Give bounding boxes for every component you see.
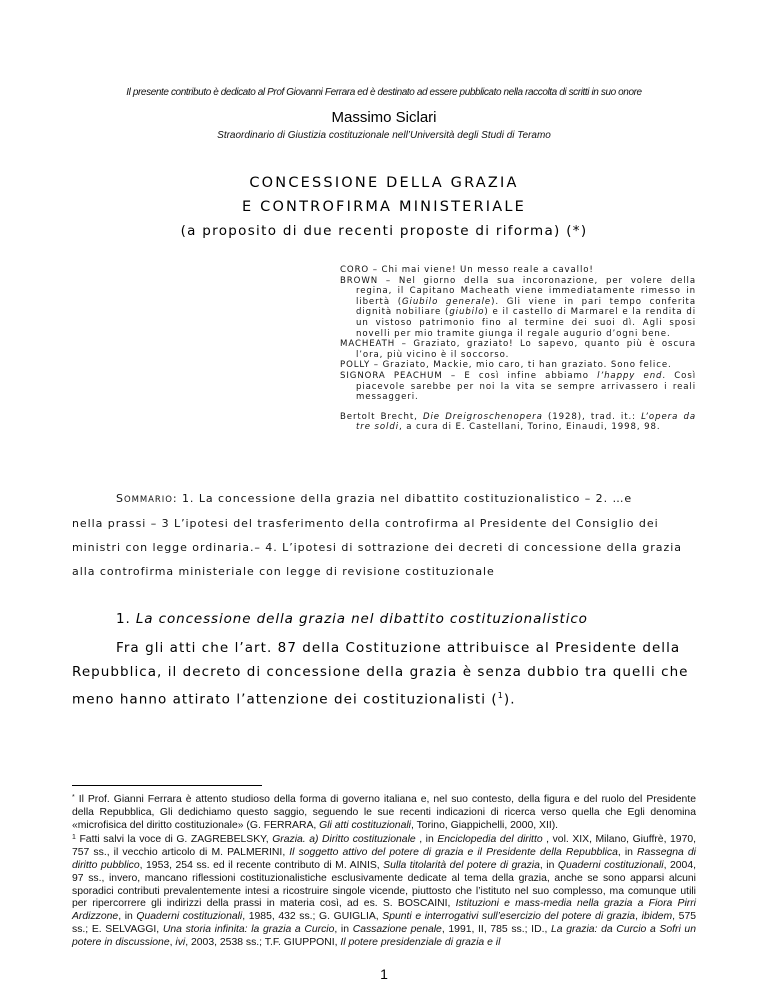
footnotes bbox=[72, 792, 696, 950]
summary-label: SOMMARIO bbox=[116, 492, 173, 505]
footnote-ref-1[interactable]: 1 bbox=[497, 691, 504, 700]
section-heading-1: 1. La concessione della grazia nel dibattito costituzionalistico bbox=[116, 611, 588, 627]
body-paragraph: Fra gli atti che l’art. 87 della Costituzione attribuisce al Presidente della Repubblica, il decreto di concessione della grazia è senza dubbio tra quelli che meno hanno attirato l’attenzione dei costituzionalisti ($^1$). bbox=[72, 640, 689, 708]
table-of-contents-summary: SOMMARIO: 1. La concessione della grazia nel dibattito costituzionalistico – 2. …e nella prassi – 3 L’ipotesi del trasferimento della controfirma al Presidente del Consiglio dei ministri con legge ordinaria.– 4. L’ipotesi di sottrazione dei decreti di concessione della grazia alla controfirma ministeriale con legge di revisione costituzionale bbox=[72, 492, 682, 578]
epigraph bbox=[340, 265, 696, 433]
epigraph-line-brown: BROWN – Nel giorno della sua incoronazione, per volere della regina, il Capitano Macheath viene immediatamente rimesso in libertà (Giubilo generale). Gli viene in pari tempo conferita dignità nobiliare (giubilo) e il castello di Marmarel e la rendita di un vistoso patrimonio fino al termine dei suoi dì. Agli sposi novelli per mio tramite giunga il regale augurio d’ogni bene. bbox=[340, 275, 697, 339]
dedication-note: Il presente contributo è dedicato al Prof Giovanni Ferrara ed è destinato ad essere pubblicato nella raccolta di scritti in suo onore bbox=[126, 87, 642, 98]
footnote-1: $^1$ Fatti salvi la voce di G. ZAGREBELSKY, Grazia. a) Diritto costituzionale , in Enciclopedia del diritto , vol. XIX, Milano, Giuffrè, 1970, 757 ss., il vecchio articolo di M. PALMERINI, Il soggetto attivo del potere di grazia e il Presidente della Repubblica, in Rassegna di diritto pubblico, 1953, 254 ss. ed il recente contributo di M. AINIS, Sulla titolarità del potere di grazia, in Quaderni costituzionali, 2004, 97 ss., invero, mancano riflessioni costituzionalistiche esclusivamente dedicate al tema della grazia, anche se sono apparsi alcuni sporadici contributi prevalentemente intesi a ricostruire singole vicende, piuttosto che l’istituto nel suo complesso, ma comunque utili per ripercorrere gli indirizzi della prassi in materia così, ad es. S. BOSCAINI, Istituzioni e mass-media nella grazia a Fiora Pirri Ardizzone, in Quaderni costituzionali, 1985, 432 ss.; G. GUIGLIA, Spunti e interrogativi sull’esercizio del potere di grazia, ibidem, 575 ss.; E. SELVAGGI, Una storia infinita: la grazia a Curcio, in Cassazione penale, 1991, II, 785 ss.; ID., La grazia: da Curcio a Sofri un potere in discussione, ivi, 2003, 2538 ss.; T.F. GIUPPONI, Il potere presidenziale di grazia e il bbox=[72, 834, 697, 948]
epigraph-line-macheath: MACHEATH – Graziato, graziato! Lo sapevo, quanto più è oscura l’ora, più vicino è il soccorso. bbox=[340, 339, 696, 360]
author-name: Massimo Siclari bbox=[331, 109, 437, 126]
title-line-2: E CONTROFIRMA MINISTERIALE bbox=[241, 199, 527, 215]
footnote-star: * Il Prof. Gianni Ferrara è attento studioso della forma di governo italiana e, nel suo contesto, della figura e del ruolo del Presidente della Repubblica, Gli dedichiamo questo saggio, seguendo le sue recenti indicazioni di ricerca verso quella che Egli denomina «microfisica del diritto costituzionale» (G. FERRARA, Gli atti costituzionali, Torino, Giappichelli, 2000, XII). bbox=[72, 794, 696, 831]
epigraph-line-peachum: SIGNORA PEACHUM – E così infine abbiamo l’happy end. Così piacevole sarebbe per noi la vita se sempre arrivassero i reali messaggeri. bbox=[340, 370, 696, 403]
page-number: 1 bbox=[380, 966, 388, 982]
article-title bbox=[0, 171, 768, 243]
epigraph-source: Bertolt Brecht, Die Dreigroschenopera (1928), trad. it.: L’opera da tre soldi, a cura di E. Castellani, Torino, Einaudi, 1998, 98. bbox=[340, 411, 696, 433]
title-line-1: CONCESSIONE DELLA GRAZIA bbox=[249, 175, 519, 191]
author-affiliation: Straordinario di Giustizia costituzionale nell’Università degli Studi di Teramo bbox=[217, 130, 551, 141]
epigraph-line-coro: CORO – Chi mai viene! Un messo reale a cavallo! bbox=[340, 265, 594, 275]
article-subtitle: (a proposito di due recenti proposte di riforma) (*) bbox=[180, 223, 588, 239]
footnote-separator bbox=[72, 785, 262, 786]
epigraph-line-polly: POLLY – Graziato, Mackie, mio caro, ti han graziato. Sono felice. bbox=[340, 360, 672, 371]
